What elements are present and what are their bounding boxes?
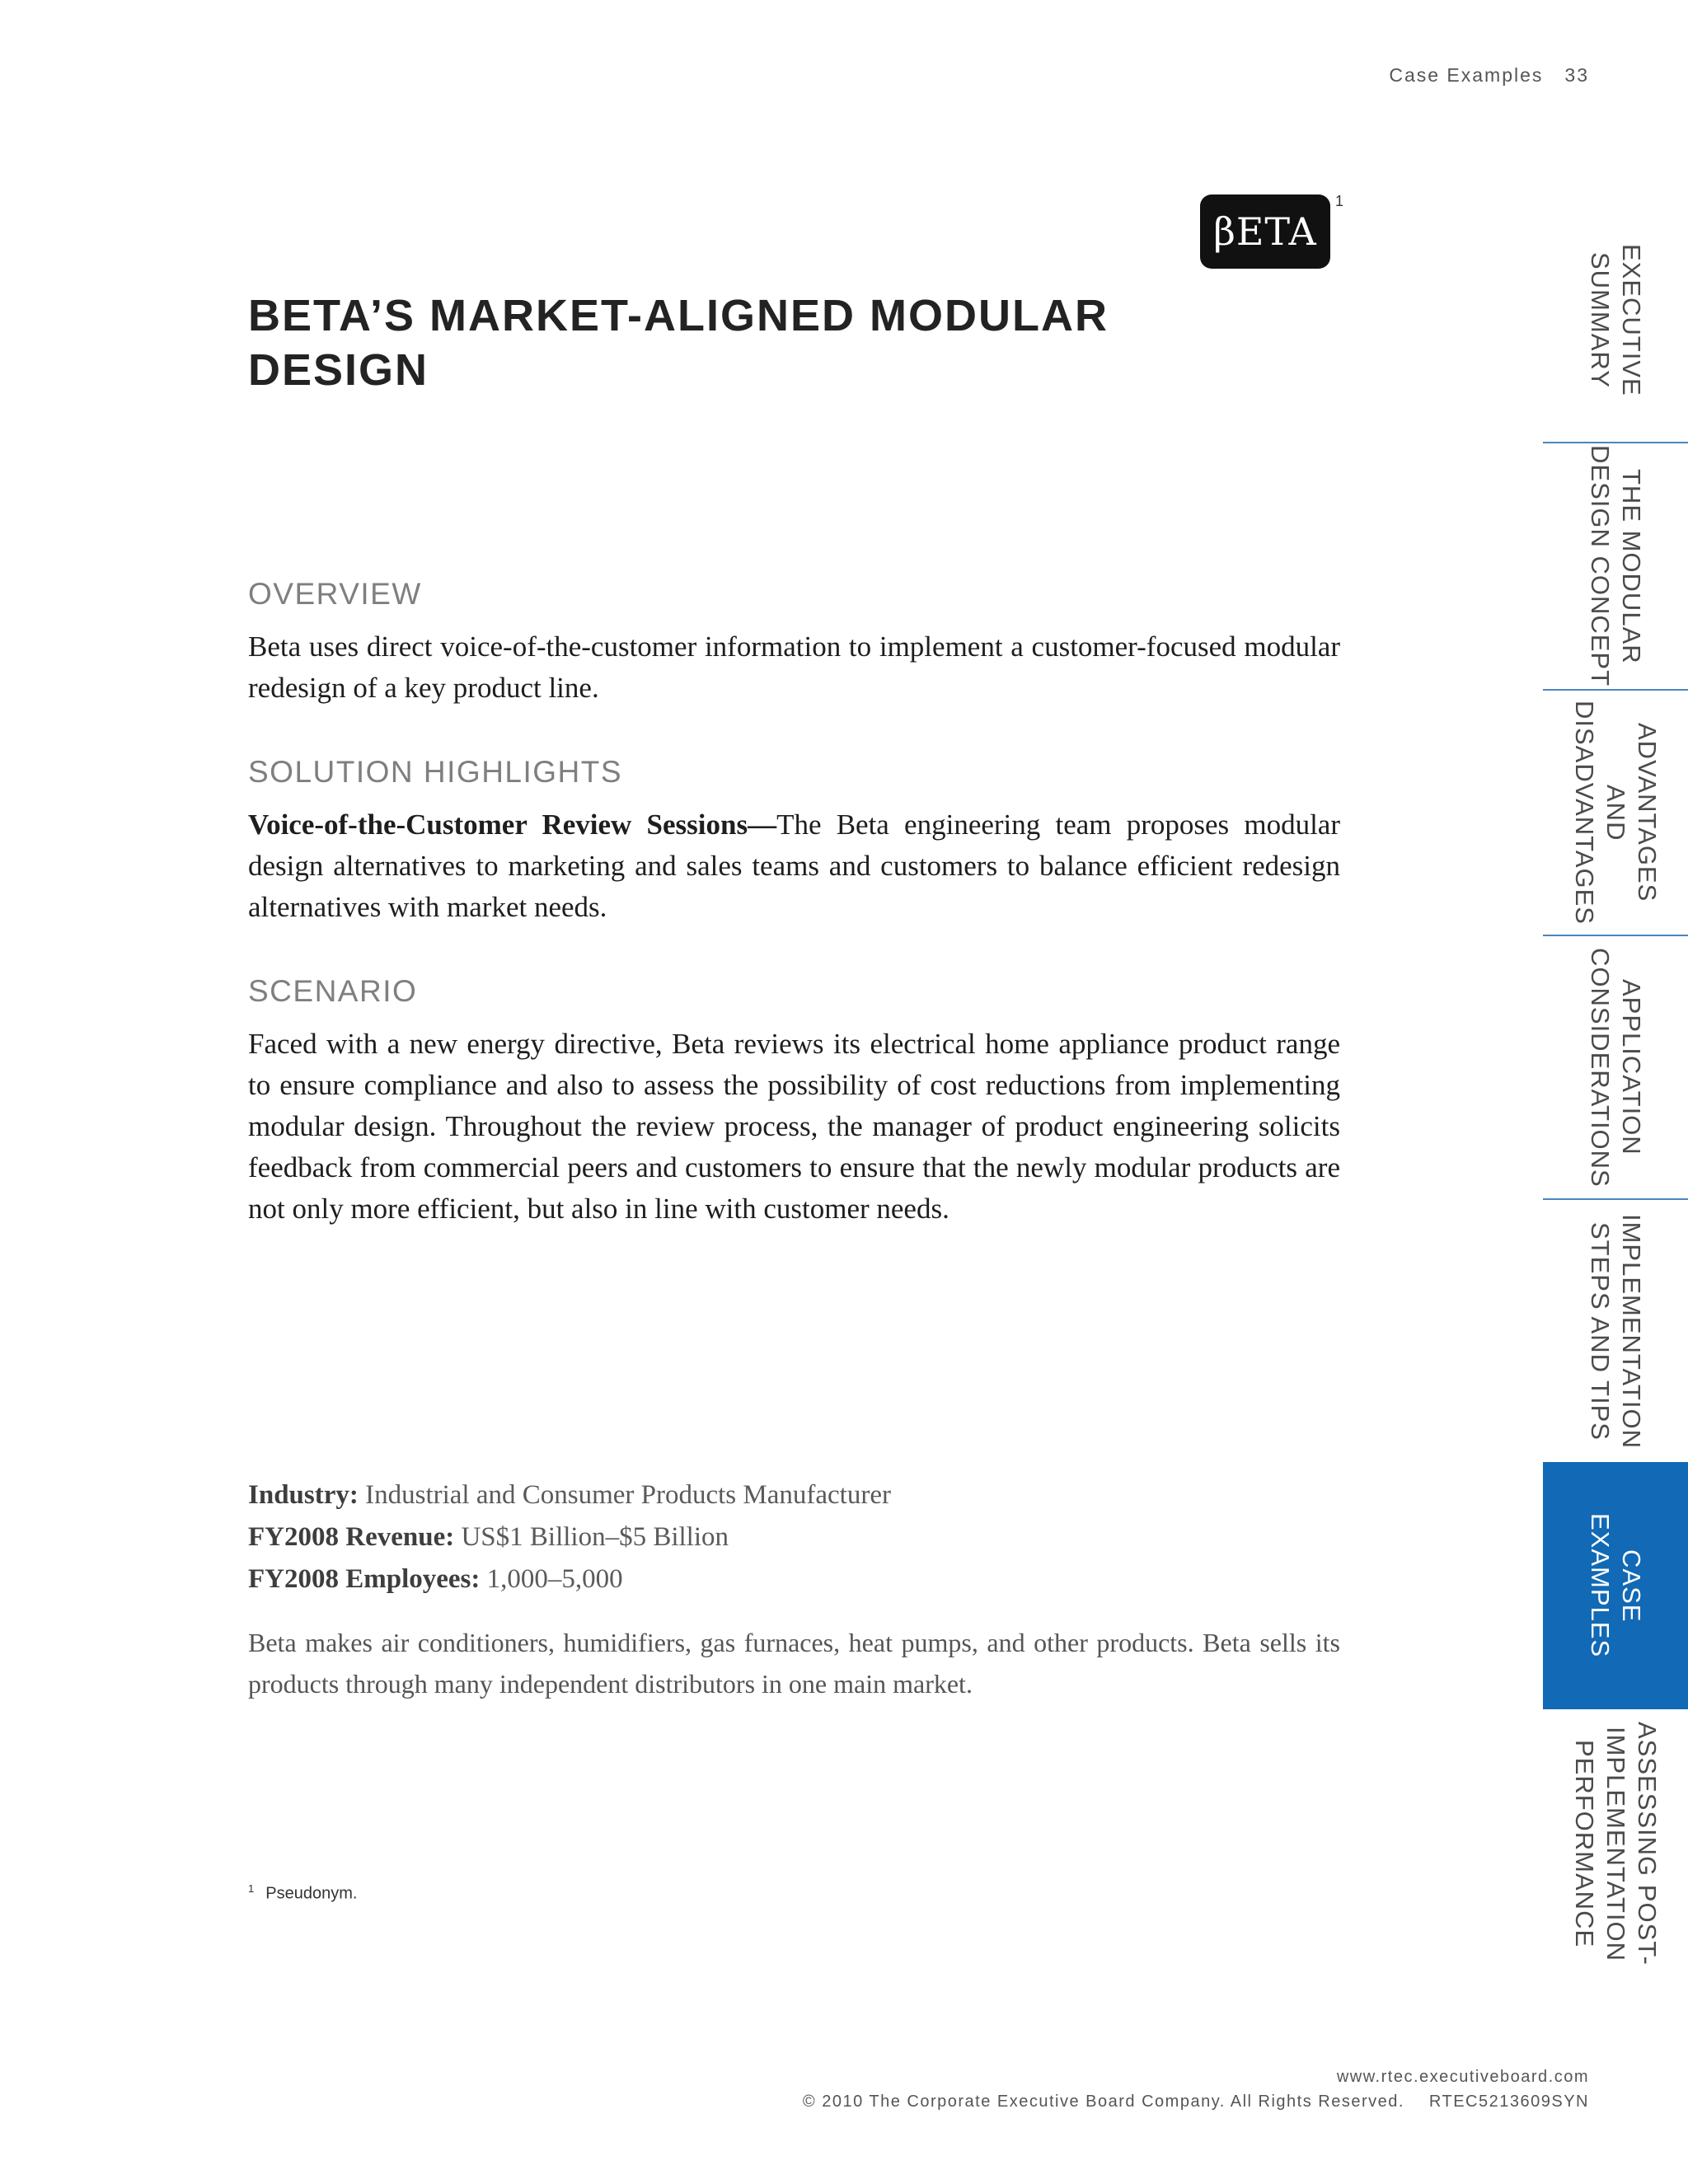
nav-tab-assessing-performance[interactable] — [1543, 1709, 1688, 1978]
solution-text — [248, 804, 1340, 928]
solution-heading: SOLUTION HIGHLIGHTS — [248, 755, 623, 789]
beta-logo: βETA — [1200, 194, 1330, 269]
nav-tab-label: APPLICATION CONSIDERATIONS — [1586, 947, 1646, 1188]
fact-value: Industrial and Consumer Products Manufacturer — [365, 1480, 891, 1510]
footnote-text: Pseudonym. — [265, 1884, 358, 1903]
nav-tab-advantages-disadvantages[interactable] — [1543, 689, 1688, 935]
nav-tab-implementation-steps[interactable] — [1543, 1198, 1688, 1462]
page-footer — [803, 2064, 1589, 2114]
nav-tab-label: EXECUTIVE SUMMARY — [1586, 243, 1646, 396]
nav-tab-application-considerations[interactable] — [1543, 935, 1688, 1198]
fact-value: 1,000–5,000 — [486, 1564, 623, 1594]
nav-tab-label: THE MODULAR DESIGN CONCEPT — [1586, 445, 1646, 687]
company-facts — [248, 1474, 1340, 1704]
overview-text: Beta uses direct voice-of-the-customer information to implement a customer-focused modular redesign of a key product line. — [248, 630, 1340, 704]
nav-tab-label: ADVANTAGES AND DISADVANTAGES — [1570, 701, 1662, 925]
page-header — [1389, 64, 1589, 87]
fact-employees — [248, 1558, 1340, 1601]
header-section-title: Case Examples — [1389, 64, 1544, 86]
nav-tab-modular-design-concept[interactable] — [1543, 442, 1688, 689]
nav-tab-label: CASE EXAMPLES — [1586, 1513, 1646, 1658]
scenario-text: Faced with a new energy directive, Beta reviews its electrical home appliance product range to ensure compliance and also to assess the possibility of cost reductions from implementing modular design. Throughout the review process, the manager of product engineering solicits feedback from commercial peers and customers to ensure that the newly modular products are not only more efficient, but also in line with customer needs. — [248, 1028, 1340, 1225]
footer-copyright-line — [803, 2089, 1589, 2114]
overview-heading: OVERVIEW — [248, 577, 422, 611]
fact-label: FY2008 Employees: — [248, 1564, 481, 1594]
fact-revenue — [248, 1516, 1340, 1558]
nav-tab-case-examples[interactable] — [1543, 1462, 1688, 1709]
nav-tab-executive-summary[interactable] — [1543, 198, 1688, 442]
footer-copyright: © 2010 The Corporate Executive Board Company. All Rights Reserved. — [802, 2093, 1404, 2111]
company-description: Beta makes air conditioners, humidifiers, gas furnaces, heat pumps, and other products. Beta sells its products through many independent distributors in one main market. — [248, 1628, 1340, 1699]
nav-tab-label: IMPLEMENTATION STEPS AND TIPS — [1586, 1213, 1646, 1449]
solution-lead: Voice-of-the-Customer Review Sessions— — [248, 808, 777, 841]
page-title: BETA’S MARKET-ALIGNED MODULAR DESIGN — [248, 291, 1109, 395]
scenario-heading: SCENARIO — [248, 974, 418, 1008]
fact-industry — [248, 1474, 1340, 1516]
footer-doc-code: RTEC5213609SYN — [1428, 2093, 1589, 2111]
company-logo-group — [1200, 193, 1344, 269]
solution-body: The Beta engineering team proposes modular design alternatives to marketing and sales teams and customers to balance efficient redesign alternatives with market needs. — [248, 808, 1340, 923]
page-number: 33 — [1564, 64, 1589, 86]
footer-url: www.rtec.executiveboard.com — [1336, 2068, 1589, 2086]
main-content — [248, 577, 1340, 1276]
footnote-mark: 1 — [248, 1882, 255, 1895]
fact-label: FY2008 Revenue: — [248, 1522, 455, 1552]
fact-value: US$1 Billion–$5 Billion — [461, 1522, 729, 1552]
nav-tab-label: ASSESSING POST- IMPLEMENTATION PERFORMANCE — [1570, 1722, 1662, 1966]
footnote — [248, 1882, 357, 1904]
fact-label: Industry: — [248, 1480, 359, 1510]
logo-footnote-mark: 1 — [1335, 193, 1344, 209]
